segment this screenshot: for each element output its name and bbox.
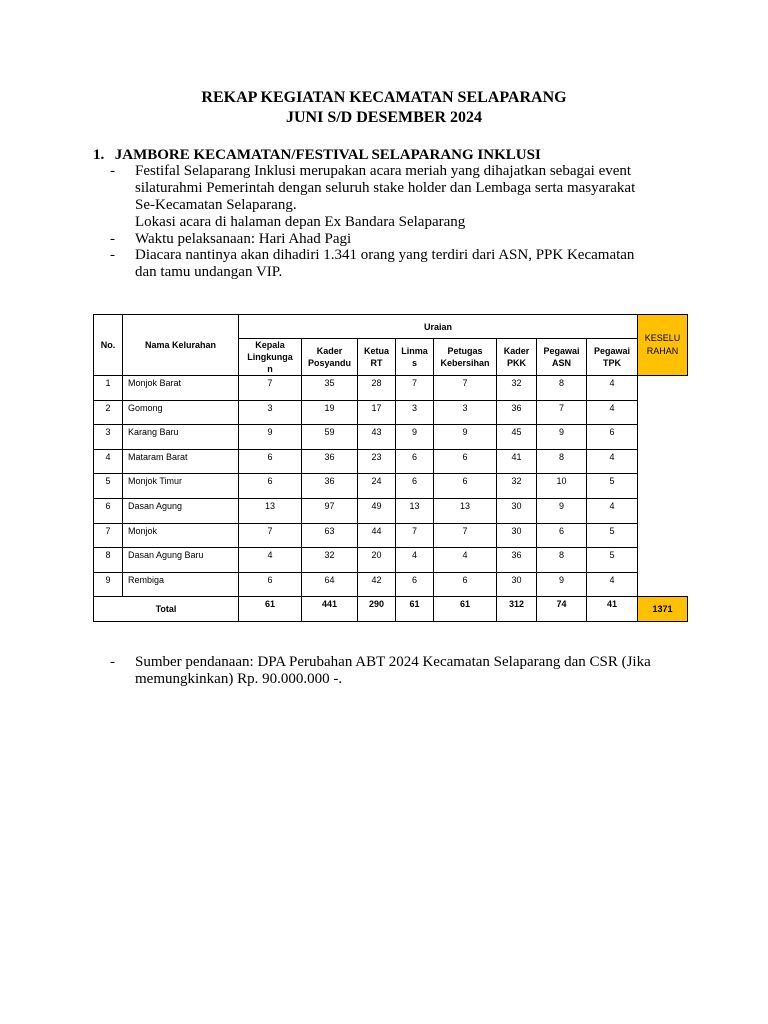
cell-value: 32	[497, 376, 537, 401]
cell-value: 7	[396, 523, 434, 548]
cell-kelurahan: Rembiga	[123, 572, 239, 597]
bullet-line: dan tamu undangan VIP.	[135, 264, 283, 280]
cell-kelurahan: Mataram Barat	[123, 449, 239, 474]
bullet-line: Waktu pelaksanaan: Hari Ahad Pagi	[135, 231, 352, 247]
cell-value: 32	[497, 474, 537, 499]
header-uraian: Uraian	[239, 315, 638, 339]
header-ketua-rt: Ketua RT	[358, 339, 396, 376]
cell-value: 30	[497, 523, 537, 548]
cell-no: 6	[94, 498, 123, 523]
bullet-description	[110, 163, 670, 231]
cell-value: 6	[434, 572, 497, 597]
cell-value: 13	[239, 498, 302, 523]
grand-total: 1371	[638, 597, 688, 622]
cell-value: 23	[358, 449, 396, 474]
cell-value: 3	[396, 400, 434, 425]
cell-value: 30	[497, 572, 537, 597]
header-pegawai-asn: Pegawai ASN	[537, 339, 587, 376]
cell-value: 6	[239, 449, 302, 474]
cell-value: 7	[537, 400, 587, 425]
total-value: 61	[434, 597, 497, 622]
total-value: 290	[358, 597, 396, 622]
cell-value: 42	[358, 572, 396, 597]
table-row	[94, 523, 688, 548]
cell-value: 5	[587, 474, 638, 499]
cell-no: 4	[94, 449, 123, 474]
cell-value: 32	[302, 548, 358, 573]
cell-value: 49	[358, 498, 396, 523]
bullet-line: memungkinkan) Rp. 90.000.000 -.	[135, 671, 343, 687]
cell-value: 41	[497, 449, 537, 474]
cell-value: 9	[537, 572, 587, 597]
cell-value: 10	[537, 474, 587, 499]
header-keseluruhan: KESELU RAHAN	[638, 315, 688, 376]
bullet-line: Sumber pendanaan: DPA Perubahan ABT 2024 Kecamatan Selaparang dan CSR (Jika	[135, 654, 651, 670]
header-kader-posyandu: Kader Posyandu	[302, 339, 358, 376]
cell-value: 13	[396, 498, 434, 523]
cell-value: 9	[239, 425, 302, 450]
cell-value: 45	[497, 425, 537, 450]
cell-value: 3	[239, 400, 302, 425]
cell-value: 5	[587, 548, 638, 573]
cell-value: 6	[239, 572, 302, 597]
bullet-dash: -	[110, 231, 115, 247]
cell-value: 4	[239, 548, 302, 573]
table-row	[94, 376, 688, 401]
cell-value: 24	[358, 474, 396, 499]
bullet-line: Se-Kecamatan Selaparang.	[135, 197, 297, 213]
section-number: 1.	[93, 147, 105, 163]
cell-kelurahan: Monjok Barat	[123, 376, 239, 401]
bullet-line: Diacara nantinya akan dihadiri 1.341 orang yang terdiri dari ASN, PPK Kecamatan	[135, 247, 635, 263]
cell-value: 5	[587, 523, 638, 548]
cell-no: 1	[94, 376, 123, 401]
cell-kelurahan: Monjok	[123, 523, 239, 548]
cell-no: 5	[94, 474, 123, 499]
cell-value: 7	[396, 376, 434, 401]
cell-value: 3	[434, 400, 497, 425]
bullet-line: Lokasi acara di halaman depan Ex Bandara Selaparang	[135, 214, 466, 230]
table-row	[94, 498, 688, 523]
cell-value: 6	[239, 474, 302, 499]
total-value: 441	[302, 597, 358, 622]
cell-value: 4	[587, 376, 638, 401]
bullet-dash: -	[110, 163, 115, 179]
cell-value: 59	[302, 425, 358, 450]
cell-value: 4	[587, 400, 638, 425]
cell-no: 2	[94, 400, 123, 425]
cell-value: 64	[302, 572, 358, 597]
cell-value: 44	[358, 523, 396, 548]
cell-value: 9	[396, 425, 434, 450]
header-linmas: Linma s	[396, 339, 434, 376]
cell-value: 6	[434, 474, 497, 499]
cell-value: 13	[434, 498, 497, 523]
total-value: 61	[396, 597, 434, 622]
document-subtitle: JUNI S/D DESEMBER 2024	[285, 109, 483, 126]
cell-value: 6	[537, 523, 587, 548]
cell-value: 36	[497, 548, 537, 573]
cell-kelurahan: Monjok Timur	[123, 474, 239, 499]
cell-value: 97	[302, 498, 358, 523]
cell-value: 6	[396, 572, 434, 597]
cell-value: 36	[302, 474, 358, 499]
participant-table	[93, 314, 688, 622]
total-value: 41	[587, 597, 638, 622]
table-row	[94, 572, 688, 597]
cell-value: 7	[239, 376, 302, 401]
cell-value: 4	[587, 449, 638, 474]
cell-value: 6	[434, 449, 497, 474]
bullet-line: Festifal Selaparang Inklusi merupakan acara meriah yang dihajatkan sebagai event	[135, 163, 632, 179]
cell-value: 30	[497, 498, 537, 523]
header-pegawai-tpk: Pegawai TPK	[587, 339, 638, 376]
cell-value: 36	[497, 400, 537, 425]
bullet-line: silaturahmi Pemerintah dengan seluruh stake holder dan Lembaga serta masyarakat	[135, 180, 636, 196]
section-heading	[93, 146, 541, 164]
cell-value: 4	[396, 548, 434, 573]
cell-value: 8	[537, 376, 587, 401]
table-row	[94, 425, 688, 450]
bullet-time	[110, 231, 670, 248]
bullet-attendance	[110, 247, 670, 281]
cell-no: 3	[94, 425, 123, 450]
cell-value: 28	[358, 376, 396, 401]
cell-value: 9	[537, 425, 587, 450]
cell-value: 4	[587, 572, 638, 597]
total-value: 312	[497, 597, 537, 622]
cell-value: 63	[302, 523, 358, 548]
header-name: Nama Kelurahan	[123, 315, 239, 376]
cell-kelurahan: Dasan Agung Baru	[123, 548, 239, 573]
section-title: JAMBORE KECAMATAN/FESTIVAL SELAPARANG INKLUSI	[114, 147, 541, 163]
header-no: No.	[94, 315, 123, 376]
cell-value: 9	[537, 498, 587, 523]
table-total-row	[94, 597, 688, 622]
total-label: Total	[94, 597, 239, 622]
bullet-dash: -	[110, 654, 115, 670]
cell-kelurahan: Karang Baru	[123, 425, 239, 450]
cell-value: 4	[434, 548, 497, 573]
cell-value: 19	[302, 400, 358, 425]
cell-value: 9	[434, 425, 497, 450]
total-value: 74	[537, 597, 587, 622]
cell-no: 7	[94, 523, 123, 548]
cell-no: 8	[94, 548, 123, 573]
cell-kelurahan: Gomong	[123, 400, 239, 425]
table-row	[94, 400, 688, 425]
table-row	[94, 449, 688, 474]
cell-no: 9	[94, 572, 123, 597]
cell-value: 7	[434, 523, 497, 548]
table-header-row	[94, 315, 688, 339]
bullet-dash: -	[110, 247, 115, 263]
header-kader-pkk: Kader PKK	[497, 339, 537, 376]
cell-value: 8	[537, 449, 587, 474]
cell-value: 17	[358, 400, 396, 425]
cell-value: 43	[358, 425, 396, 450]
cell-value: 7	[239, 523, 302, 548]
document-title: REKAP KEGIATAN KECAMATAN SELAPARANG	[201, 89, 567, 106]
cell-value: 20	[358, 548, 396, 573]
cell-kelurahan: Dasan Agung	[123, 498, 239, 523]
total-value: 61	[239, 597, 302, 622]
cell-value: 35	[302, 376, 358, 401]
table-row	[94, 474, 688, 499]
cell-value: 36	[302, 449, 358, 474]
header-petugas-kebersihan: Petugas Kebersihan	[434, 339, 497, 376]
cell-value: 6	[587, 425, 638, 450]
table-row	[94, 548, 688, 573]
cell-value: 8	[537, 548, 587, 573]
cell-value: 6	[396, 474, 434, 499]
header-kepala-lingkungan: Kepala Lingkunga n	[239, 339, 302, 376]
bullet-funding	[110, 654, 670, 688]
cell-value: 6	[396, 449, 434, 474]
cell-value: 4	[587, 498, 638, 523]
cell-value: 7	[434, 376, 497, 401]
